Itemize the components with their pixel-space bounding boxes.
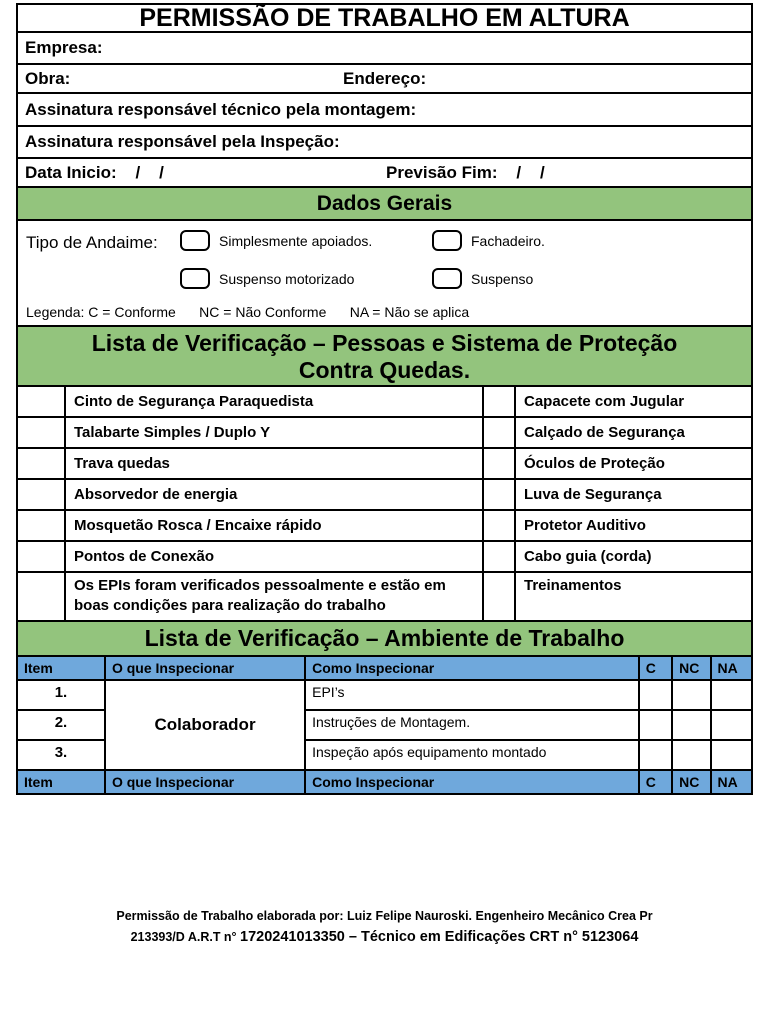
mark-cell-left[interactable] [17,541,65,572]
checklist-table [16,385,753,622]
como-inspecionar-cell: Instruções de Montagem. [305,710,639,740]
mark-cell-na[interactable] [711,710,752,740]
checklist-item-left: Talabarte Simples / Duplo Y [65,417,483,448]
checklist-item-left: Os EPIs foram verificados pessoalmente e estão em boas condições para realização do trabalho [65,572,483,621]
option-simplesmente-apoiados [180,230,432,251]
checklist-item-right: Luva de Segurança [515,479,752,510]
checklist-item-right: Protetor Auditivo [515,510,752,541]
como-inspecionar-cell: EPI’s [305,680,639,710]
col-header-item: Item [17,656,105,680]
checklist-item-left: Absorvedor de energia [65,479,483,510]
mark-cell-c[interactable] [639,740,672,770]
footer-line1: Permissão de Trabalho elaborada por: Luiz Felipe Nauroski. Engenheiro Mecânico Crea Pr [116,908,653,923]
field-row-empresa [16,31,753,65]
checklist-item-right: Capacete com Jugular [515,386,752,417]
option-suspenso [432,268,545,289]
previsao-fim-label: Previsão Fim: / / [386,162,545,182]
item-number: 3. [17,740,105,770]
endereco-label: Endereço: [343,68,427,88]
section-header-line2: Contra Quedas. [298,357,471,383]
table-row [17,448,752,479]
table-row [17,510,752,541]
mark-cell-left[interactable] [17,572,65,621]
mark-cell-nc[interactable] [672,680,710,710]
item-number: 2. [17,710,105,740]
mark-cell-right[interactable] [483,479,515,510]
section-header-line1: Lista de Verificação – Pessoas e Sistema de Proteção [91,330,678,356]
como-inspecionar-cell: Inspeção após equipamento montado [305,740,639,770]
checklist-item-left: Mosquetão Rosca / Encaixe rápido [65,510,483,541]
checklist-item-left: Trava quedas [65,448,483,479]
empresa-label: Empresa: [25,38,103,57]
mark-cell-right[interactable] [483,510,515,541]
mark-cell-c[interactable] [639,680,672,710]
table-header-row [17,656,752,680]
field-row-obra [16,63,753,94]
mark-cell-left[interactable] [17,386,65,417]
option-suspenso-motorizado [180,268,432,289]
table-row [17,479,752,510]
legend-text: Legenda: C = Conforme NC = Não Conforme NA = Não se aplica [26,304,470,320]
mark-cell-na[interactable] [711,740,752,770]
col-header-oque: O que Inspecionar [105,770,305,794]
section-header-ambiente: Lista de Verificação – Ambiente de Trabalho [16,620,753,657]
mark-cell-left[interactable] [17,510,65,541]
col-header-c: C [639,770,672,794]
checklist-item-right: Calçado de Segurança [515,417,752,448]
checklist-item-right: Cabo guia (corda) [515,541,752,572]
checklist-item-right: Treinamentos [515,572,752,621]
col-header-c: C [639,656,672,680]
table-row [17,417,752,448]
section-header-dados-gerais: Dados Gerais [16,186,753,221]
tipo-andaime-label: Tipo de Andaime: [26,233,158,252]
table-row [17,572,752,621]
checklist-item-right: Óculos de Proteção [515,448,752,479]
tipo-andaime-section [16,219,753,327]
ambiente-table [16,655,753,795]
checklist-item-left: Cinto de Segurança Paraquedista [65,386,483,417]
andaime-options [180,230,545,289]
col-header-na: NA [711,770,752,794]
page-title: PERMISSÃO DE TRABALHO EM ALTURA [16,3,753,33]
col-header-como: Como Inspecionar [305,770,639,794]
obra-label: Obra: [25,68,71,88]
option-fachadeiro [432,230,545,251]
item-number: 1. [17,680,105,710]
col-header-na: NA [711,656,752,680]
mark-cell-na[interactable] [711,680,752,710]
option-label: Suspenso [471,270,534,287]
mark-cell-nc[interactable] [672,740,710,770]
field-row-datas [16,157,753,188]
mark-cell-right[interactable] [483,417,515,448]
col-header-item: Item [17,770,105,794]
mark-cell-c[interactable] [639,710,672,740]
section-header-pessoas [16,325,753,387]
mark-cell-left[interactable] [17,417,65,448]
footer-line2-large: 1720241013350 – Técnico em Edificações CRT n° 5123064 [240,928,639,945]
option-label: Fachadeiro. [471,232,545,249]
table-row [17,386,752,417]
assinatura-inspecao-label: Assinatura responsável pela Inspeção: [25,132,340,151]
table-header-row [17,770,752,794]
field-row-assinatura-inspecao [16,125,753,159]
footer-line2-small: 213393/D A.R.T n° [130,929,241,944]
col-header-como: Como Inspecionar [305,656,639,680]
field-row-assinatura-montagem [16,92,753,127]
col-header-nc: NC [672,656,710,680]
option-label: Suspenso motorizado [219,270,355,287]
option-label: Simplesmente apoiados. [219,232,373,249]
checkbox-simplesmente-apoiados[interactable] [180,230,210,251]
checkbox-suspenso-motorizado[interactable] [180,268,210,289]
mark-cell-right[interactable] [483,448,515,479]
footer-credit [16,907,753,949]
table-row [17,541,752,572]
checkbox-suspenso[interactable] [432,268,462,289]
assinatura-montagem-label: Assinatura responsável técnico pela montagem: [25,99,417,119]
checkbox-fachadeiro[interactable] [432,230,462,251]
col-header-oque: O que Inspecionar [105,656,305,680]
table-row [17,680,752,710]
oque-inspecionar-cell: Colaborador [105,680,305,770]
data-inicio-label: Data Inicio: / / [25,162,164,182]
footer-line2 [16,926,753,948]
mark-cell-left[interactable] [17,479,65,510]
permit-document [16,3,753,948]
mark-cell-left[interactable] [17,448,65,479]
mark-cell-nc[interactable] [672,710,710,740]
mark-cell-right[interactable] [483,386,515,417]
col-header-nc: NC [672,770,710,794]
checklist-item-left: Pontos de Conexão [65,541,483,572]
mark-cell-right[interactable] [483,572,515,621]
mark-cell-right[interactable] [483,541,515,572]
